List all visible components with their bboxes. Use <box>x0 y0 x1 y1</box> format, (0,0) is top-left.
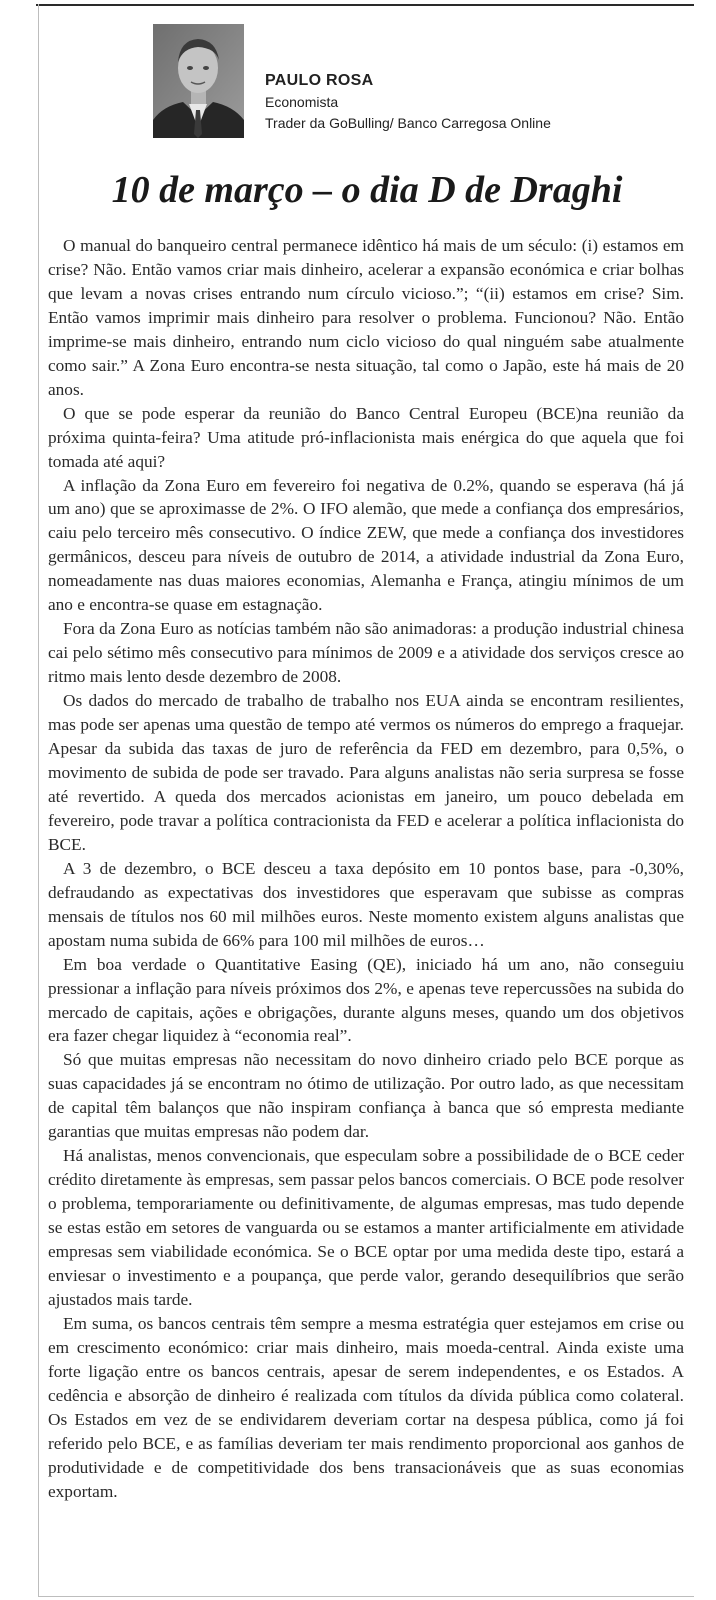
author-affiliation: Trader da GoBulling/ Banco Carregosa Online <box>265 115 551 131</box>
article-paragraph: A inflação da Zona Euro em fevereiro foi negativa de 0.2%, quando se esperava (há já um ano) que se aproximasse de 2%. O IFO alemão, que mede a confiança dos empresários, caiu pelo terceiro mês consecutivo. O índice ZEW, que mede a confiança dos investidores germânicos, desceu para níveis de outubro de 2014, a atividade industrial da Zona Euro, nomeadamente nas duas maiores economias, Alemanha e França, atingiu mínimos de um ano e encontra-se quase em estagnação. <box>48 475 684 615</box>
author-photo <box>153 24 244 138</box>
article-paragraph: O manual do banqueiro central permanece idêntico há mais de um século: (i) estamos em crise? Não. Então vamos criar mais dinheiro, acelerar a expansão económica e criar bolhas que levam a novas crises entrando num círculo vicioso.”; “(ii) estamos em crise? Sim. Então vamos imprimir mais dinheiro para resolver o problema. Funcionou? Não. Então imprime-se mais dinheiro, entrando num ciclo vicioso do qual ninguém sabe atualmente como sair.” A Zona Euro encontra-se nesta situação, tal como o Japão, este há mais de 20 anos. <box>48 236 684 399</box>
top-rule <box>36 4 694 6</box>
article-headline: 10 de março – o dia D de Draghi <box>111 169 623 211</box>
article-paragraph: Só que muitas empresas não necessitam do novo dinheiro criado pelo BCE porque as suas capacidades já se encontram no ótimo de utilização. Por outro lado, as que necessitam de capital têm balanços que não inspiram confiança à banca que só empresta mediante garantias que muitas empresas não podem dar. <box>48 1050 684 1142</box>
article-body <box>48 234 684 1504</box>
article-paragraph: A 3 de dezembro, o BCE desceu a taxa depósito em 10 pontos base, para -0,30%, defraudando as expectativas dos investidores que esperavam que subisse as compras mensais de títulos nos 60 mil milhões euros. Neste momento existem alguns analistas que apostam numa subida de 66% para 100 mil milhões de euros… <box>48 858 684 950</box>
author-title: Economista <box>265 94 339 110</box>
author-byline <box>265 70 551 134</box>
left-border-rule <box>38 4 39 1596</box>
article-paragraph: Fora da Zona Euro as notícias também não são animadoras: a produção industrial chinesa cai pelo sétimo mês consecutivo para mínimos de 2009 e a atividade dos serviços cresce ao ritmo mais lento desde dezembro de 2008. <box>48 619 684 687</box>
article-paragraph: Em boa verdade o Quantitative Easing (QE), iniciado há um ano, não conseguiu pressionar a inflação para níveis próximos dos 2%, e apenas teve repercussões na subida do mercado de capitais, ações e obrigações, durante alguns meses, quando um dos objetivos era fazer chegar liquidez à “economia real”. <box>48 954 684 1046</box>
author-name: PAULO ROSA <box>265 72 374 89</box>
bottom-border-rule <box>38 1596 694 1597</box>
article-paragraph: Há analistas, menos convencionais, que especulam sobre a possibilidade de o BCE ceder crédito diretamente às empresas, sem passar pelos bancos comerciais. O BCE pode resolver o problema, temporariamente ou definitivamente, de algumas empresas, mas tudo depende se estas estão em setores de vanguarda ou se estamos a manter artificialmente em atividade empresas sem viabilidade económica. Se o BCE optar por uma medida deste tipo, estará a enviesar o investimento e a poupança, que perde valor, gerando desequilíbrios que serão ajustados mais tarde. <box>48 1146 684 1309</box>
article-paragraph: O que se pode esperar da reunião do Banco Central Europeu (BCE)na reunião da próxima quinta-feira? Uma atitude pró-inflacionista mais enérgica do que aquela que foi tomada até aqui? <box>48 403 684 471</box>
article-paragraph: Os dados do mercado de trabalho de trabalho nos EUA ainda se encontram resilientes, mas pode ser apenas uma questão de tempo até vermos os números do emprego a fraquejar. Apesar da subida das taxas de juro de referência da FED em dezembro, para 0,5%, o movimento de subida de pode ser travado. Para alguns analistas não seria surpresa se fosse até revertido. A queda dos mercados acionistas em janeiro, um pouco debelada em fevereiro, pode travar a política contracionista da FED e acelerar a política inflacionista do BCE. <box>48 691 684 854</box>
author-portrait-icon <box>153 24 244 138</box>
article-paragraph: Em suma, os bancos centrais têm sempre a mesma estratégia quer estejamos em crise ou em crescimento económico: criar mais dinheiro, mais moeda-central. Ainda existe uma forte ligação entre os bancos centrais, apesar de serem independentes, e os Estados. A cedência e absorção de dinheiro é realizada com títulos da dívida pública como colateral. Os Estados em vez de se endividarem deveriam cortar na despesa pública, como já foi referido pelo BCE, e as famílias deveriam ter mais rendimento proporcional aos ganhos de produtividade e de competitividade dos bens transacionáveis que as suas economias exportam. <box>48 1313 684 1501</box>
